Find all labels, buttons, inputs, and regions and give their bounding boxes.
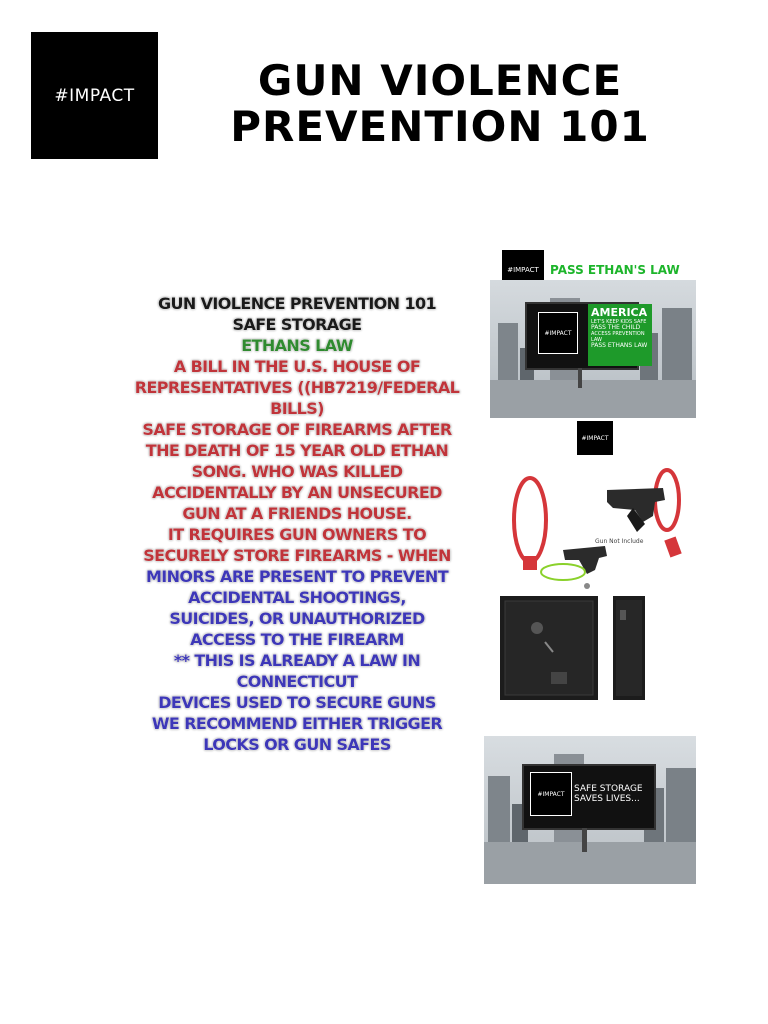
body-text	[118, 293, 476, 755]
body-text-line: MINORS ARE PRESENT TO PREVENT	[145, 567, 449, 586]
cable-lock-icon	[495, 460, 700, 704]
body-text-line: GUN VIOLENCE PREVENTION 101	[157, 294, 437, 313]
body-text-line: SUICIDES, OR UNAUTHORIZED	[169, 609, 425, 628]
impact-tag: #IMPACT	[502, 250, 544, 290]
body-text-line: ETHANS LAW	[241, 336, 353, 355]
page-title	[170, 58, 710, 150]
board-line-3: ACCESS PREVENTION LAW	[591, 331, 645, 343]
body-text-line: ACCIDENTAL SHOOTINGS,	[188, 588, 406, 607]
body-text-line: ACCESS TO THE FIREARM	[190, 630, 404, 649]
board-line-4: PASS ETHANS LAW	[591, 342, 648, 349]
body-text-line: SAFE STORAGE OF FIREARMS AFTER	[142, 420, 452, 439]
body-text-line: IT REQUIRES GUN OWNERS TO	[167, 525, 427, 544]
impact-logo: #IMPACT	[31, 32, 158, 159]
board-text-line-1: SAFE STORAGE	[574, 784, 643, 794]
trigger-locks-and-safes-image	[495, 460, 700, 704]
pass-ethans-law-heading: PASS ETHAN'S LAW	[550, 263, 680, 277]
body-text-line: THE DEATH OF 15 YEAR OLD ETHAN	[145, 441, 449, 460]
america-board	[588, 304, 652, 366]
body-text-line: CONNECTICUT	[236, 672, 358, 691]
body-text-line: SAFE STORAGE	[232, 315, 362, 334]
billboard-image-pass-ethans-law	[490, 246, 696, 418]
safe-storage-text	[574, 784, 643, 804]
title-line-2: PREVENTION 101	[230, 102, 650, 151]
body-text-line: WE RECOMMEND EITHER TRIGGER	[151, 714, 443, 733]
body-text-line: GUN AT A FRIENDS HOUSE.	[182, 504, 412, 523]
billboard-image-safe-storage	[484, 736, 696, 884]
body-text-line: ** THIS IS ALREADY A LAW IN	[173, 651, 421, 670]
body-text-line: REPRESENTATIVES ((HB7219/FEDERAL	[134, 378, 460, 397]
impact-tag-small: #IMPACT	[577, 421, 613, 455]
board-impact-logo-2: #IMPACT	[530, 772, 572, 816]
body-text-line: ACCIDENTALLY BY AN UNSECURED	[152, 483, 442, 502]
body-text-line: DEVICES USED TO SECURE GUNS	[158, 693, 436, 712]
board-line-1: LET'S KEEP KIDS SAFE	[591, 319, 647, 325]
body-text-line: BILLS)	[270, 399, 324, 418]
board-line-2: PASS THE CHILD	[591, 324, 641, 331]
body-text-line: SECURELY STORE FIREARMS - WHEN	[143, 546, 451, 565]
gun-not-included-caption: Gun Not Include	[595, 538, 644, 545]
body-text-line: LOCKS OR GUN SAFES	[203, 735, 391, 754]
body-text-line: SONG. WHO WAS KILLED	[191, 462, 403, 481]
america-text: AMERICA	[591, 306, 648, 319]
board-impact-logo: #IMPACT	[538, 312, 578, 354]
title-line-1: GUN VIOLENCE	[257, 56, 623, 105]
board-text-line-2: SAVES LIVES...	[574, 794, 640, 804]
body-text-line: A BILL IN THE U.S. HOUSE OF	[173, 357, 421, 376]
